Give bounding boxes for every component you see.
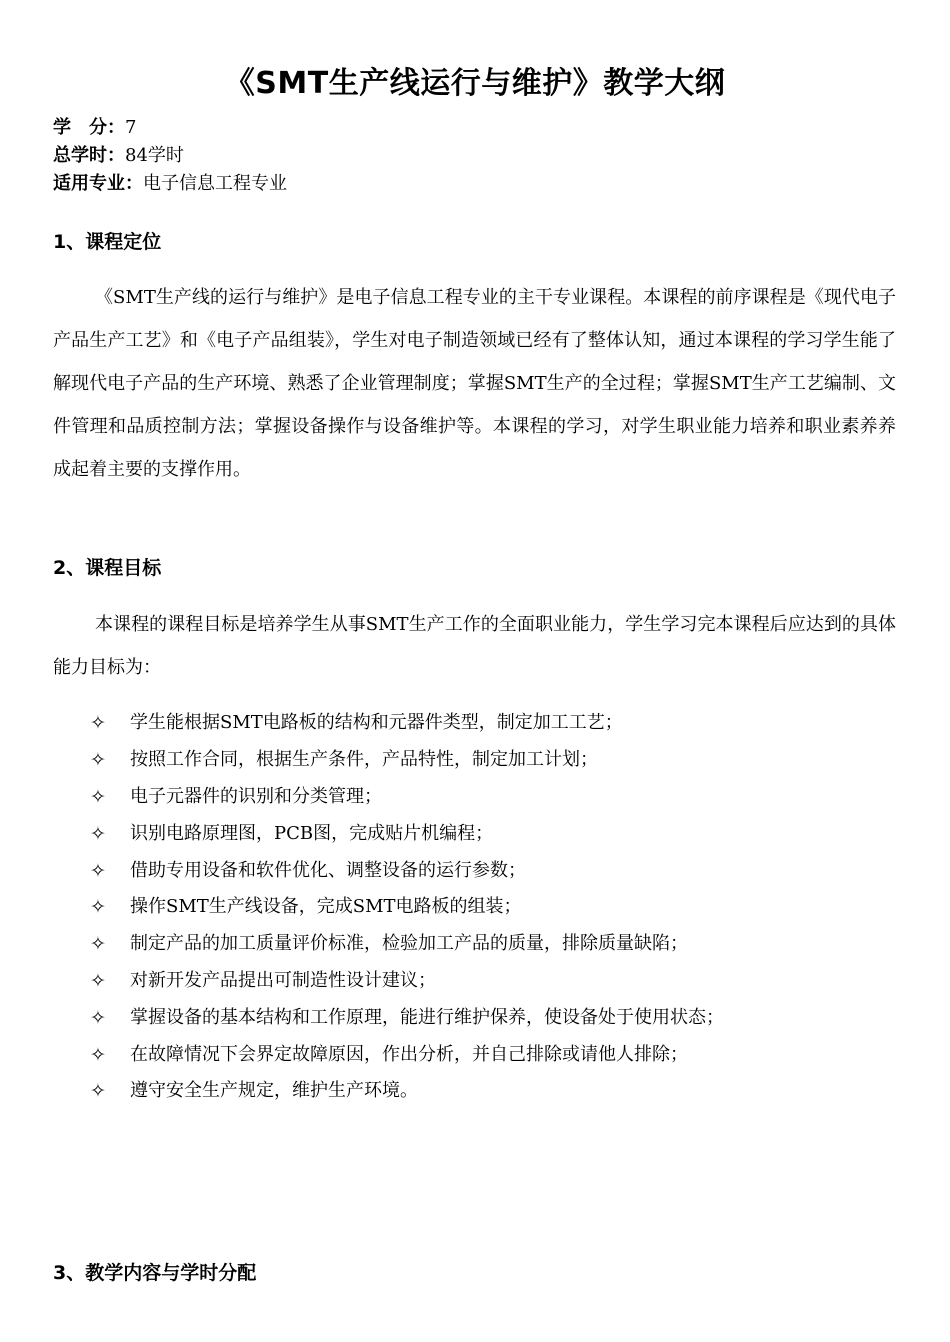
list-item-text: 制定产品的加工质量评价标准，检验加工产品的质量，排除质量缺陷； [130,933,688,955]
section-heading-content-hours: 3、教学内容与学时分配 [53,1262,257,1284]
section-heading-positioning: 1、课程定位 [53,231,162,253]
diamond-bullet-icon: ✧ [90,1006,106,1029]
list-item [90,815,890,852]
list-item [90,963,890,1000]
list-item-text: 遵守安全生产规定，维护生产环境。 [130,1080,418,1102]
list-item [90,705,890,742]
diamond-bullet-icon: ✧ [90,933,106,956]
diamond-bullet-icon: ✧ [90,1080,106,1103]
major-value: 电子信息工程专业 [143,173,287,194]
diamond-bullet-icon: ✧ [90,896,106,919]
diamond-bullet-icon: ✧ [90,785,106,808]
hours-row [53,142,893,170]
course-meta [53,114,893,198]
diamond-bullet-icon: ✧ [90,1043,106,1066]
objectives-list [90,705,890,1110]
diamond-bullet-icon: ✧ [90,822,106,845]
list-item-text: 学生能根据SMT电路板的结构和元器件类型，制定加工工艺； [130,712,623,734]
list-item-text: 按照工作合同，根据生产条件，产品特性，制定加工计划； [130,749,598,771]
list-item [90,1036,890,1073]
section-heading-objectives: 2、课程目标 [53,557,162,579]
major-row [53,170,893,198]
document-title: 《SMT生产线运行与维护》教学大纲 [224,66,726,101]
hours-value: 84学时 [125,145,184,166]
list-item-text: 对新开发产品提出可制造性设计建议； [130,969,436,991]
section-paragraph-positioning: 《SMT生产线的运行与维护》是电子信息工程专业的主干专业课程。本课程的前序课程是《现代电子产品生产工艺》和《电子产品组装》，学生对电子制造领域已经有了整体认知，通过本课程的学习学生能了解现代电子产品的生产环境、熟悉了企业管理制度；掌握SMT生产的全过程；掌握SMT生产工艺编制、文件管理和品质控制方法；掌握设备操作与设备维护等。本课程的学习，对学生职业能力培养和职业素养养成起着主要的支撑作用。 [53,287,896,480]
list-item [90,889,890,926]
list-item-text: 掌握设备的基本结构和工作原理，能进行维护保养，使设备处于使用状态； [130,1006,724,1028]
list-item-text: 借助专用设备和软件优化、调整设备的运行参数； [130,859,526,881]
list-item [90,779,890,816]
hours-label: 总学时： [53,145,125,166]
list-item [90,742,890,779]
diamond-bullet-icon: ✧ [90,969,106,992]
list-item-text: 操作SMT生产线设备，完成SMT电路板的组装； [130,896,522,918]
credits-row [53,114,893,142]
credits-label: 学 分： [53,117,125,138]
list-item [90,926,890,963]
section-paragraph-objectives: 本课程的课程目标是培养学生从事SMT生产工作的全面职业能力，学生学习完本课程后应达到的具体能力目标为： [53,614,896,678]
list-item-text: 电子元器件的识别和分类管理； [130,785,382,807]
diamond-bullet-icon: ✧ [90,859,106,882]
major-label: 适用专业： [53,173,143,194]
list-item-text: 在故障情况下会界定故障原因，作出分析，并自己排除或请他人排除； [130,1043,688,1065]
diamond-bullet-icon: ✧ [90,712,106,735]
diamond-bullet-icon: ✧ [90,749,106,772]
list-item [90,999,890,1036]
credits-value: 7 [125,117,137,138]
list-item [90,1073,890,1110]
list-item [90,852,890,889]
list-item-text: 识别电路原理图，PCB图，完成贴片机编程； [130,822,494,844]
